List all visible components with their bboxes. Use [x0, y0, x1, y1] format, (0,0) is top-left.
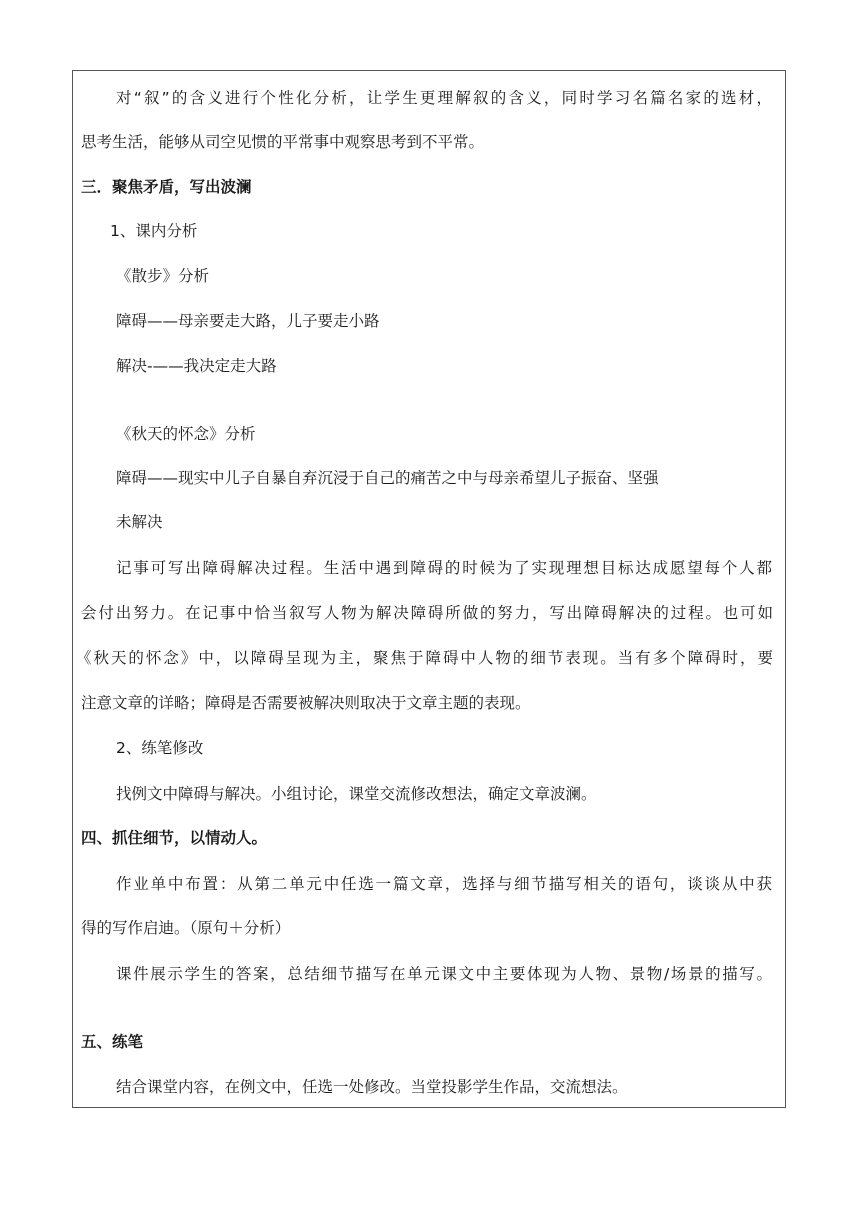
section-heading-3: 三．聚焦矛盾，写出波澜: [81, 178, 252, 196]
text-line: 《秋天的怀念》分析: [116, 425, 256, 443]
paragraph-line: 《秋天的怀念》中，以障碍呈现为主，聚焦于障碍中人物的细节表现。当有多个障碍时，要: [76, 649, 773, 667]
subheading-1: 1、课内分析: [110, 222, 198, 240]
text-line: 《散步》分析: [116, 267, 210, 285]
paragraph-line: 会付出努力。在记事中恰当叙写人物为解决障碍所做的努力，写出障碍解决的过程。也可如: [81, 604, 773, 622]
paragraph-line: 对“叙”的含义进行个性化分析，让学生更理解叙的含义，同时学习名篇名家的选材，: [116, 89, 772, 107]
paragraph-line: 作业单中布置：从第二单元中任选一篇文章，选择与细节描写相关的语句，谈谈从中获: [116, 875, 772, 893]
paragraph-line: 记事可写出障碍解决过程。生活中遇到障碍的时候为了实现理想目标达成愿望每个人都: [116, 559, 772, 577]
text-line: 解决-——我决定走大路: [116, 357, 277, 375]
paragraph-line: 注意文章的详略；障碍是否需要被解决则取决于文章主题的表现。: [81, 694, 531, 712]
text-line: 找例文中障碍与解决。小组讨论，课堂交流修改想法，确定文章波澜。: [116, 785, 597, 803]
text-line: 障碍——现实中儿子自暴自弃沉浸于自己的痛苦之中与母亲希望儿子振奋、坚强: [116, 469, 659, 487]
section-heading-4: 四、抓住细节，以情动人。: [81, 829, 268, 847]
paragraph-line: 得的写作启迪。（原句＋分析）: [81, 919, 291, 937]
section-heading-5: 五、练笔: [81, 1033, 144, 1051]
text-line: 未解决: [116, 513, 163, 531]
paragraph-line: 思考生活，能够从司空见惯的平常事中观察思考到不平常。: [81, 133, 485, 151]
text-line: 障碍——母亲要走大路，儿子要走小路: [116, 312, 380, 330]
text-line: 结合课堂内容，在例文中，任选一处修改。当堂投影学生作品，交流想法。: [116, 1078, 628, 1096]
subheading-2: 2、练笔修改: [116, 739, 204, 757]
paragraph-line: 课件展示学生的答案，总结细节描写在单元课文中主要体现为人物、景物/场景的描写。: [116, 965, 772, 983]
